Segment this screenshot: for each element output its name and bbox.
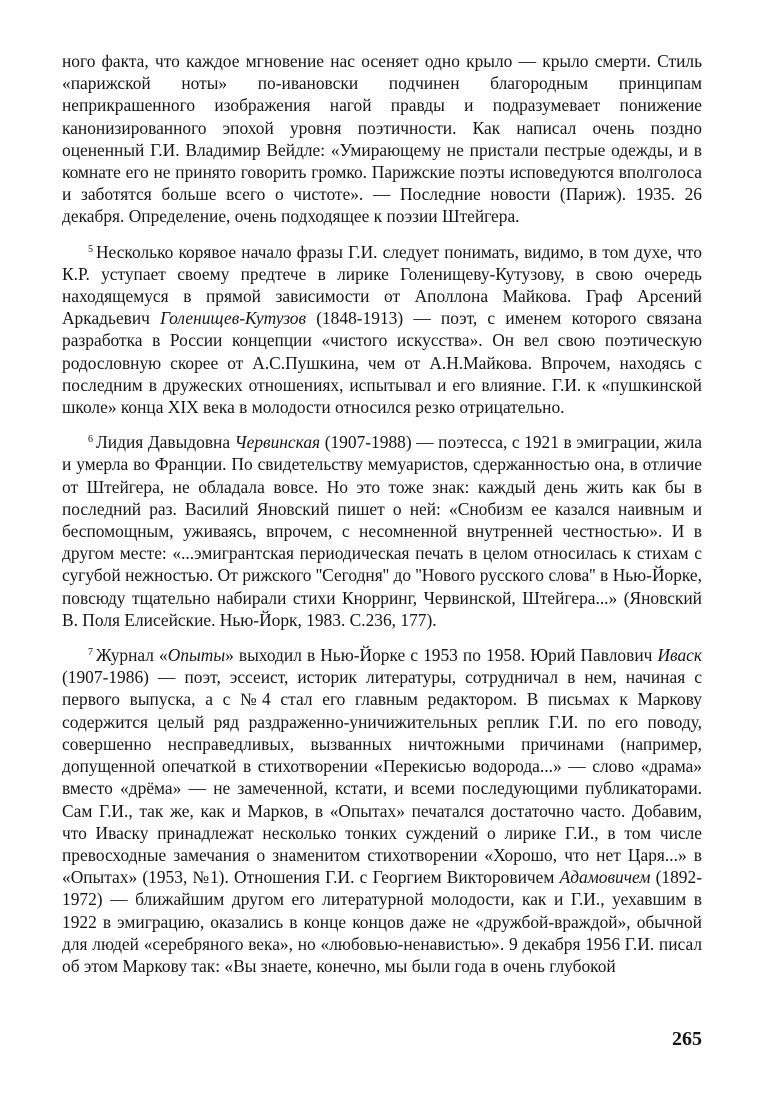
page-text xyxy=(62,50,702,977)
footnote-6: $^6$ Лидия Давыдовна Червинская (1907-1988) — поэтесса, с 1921 в эмиграции, жила и умерла во Франции. По свидетельству мемуаристов, сдержанностью она, в отличие от Штейгера, не обладала вовсе. Но это тоже знак: каждый день жить как бы в последний раз. Василий Яновский пишет о ней: «Снобизм ее казался наивным и беспомощным, уживаясь, впрочем, с несомненной внутренней честностью». И в другом месте: «...эмигрантская периодическая печать в целом относилась к стихам с сугубой нежностью. От рижского ''Сегодня'' до ''Нового русского слова'' в Нью-Йорке, повсюду тщательно набирали стихи Кнорринг, Червинской, Штейгера...» (Яновский В. Поля Елисейские. Нью-Йорк, 1983. С.236, 177). xyxy=(62,432,702,630)
page-number: 265 xyxy=(672,1028,702,1050)
paragraph-continuation: ного факта, что каждое мгновение нас осеняет одно крыло — крыло смерти. Стиль «парижской ноты» по-ивановски подчинен благородным принципам неприкрашенного изображения нагой правды и подразумевает понижение канонизированного эпохой уровня поэтичности. Как написал очень поздно оцененный Г.И. Владимир Вейдле: «Умирающему не пристали пестрые одежды, и в комнате его не принято говорить громко. Парижские поэты исповедуются вполголоса и заботятся больше всего о чистоте». — Последние новости (Париж). 1935. 26 декабря. Определение, очень подходящее к поэзии Штейгера. xyxy=(62,51,702,227)
footnote-marker: 6 xyxy=(88,434,93,446)
footnote-5: $^5$ Несколько корявое начало фразы Г.И. следует понимать, видимо, в том духе, что К.Р. уступает своему предтече в лирике Голенищеву-Кутузову, в свою очередь находящемуся в прямой зависимости от Аполлона Майкова. Граф Арсений Аркадьевич Голенищев-Кутузов (1848-1913) — поэт, с именем которого связана разработка в России концепции «чистого искусства». Он вел свою поэтическую родословную скорее от А.С.Пушкина, чем от А.Н.Майкова. Впрочем, находясь с последним в дружеских отношениях, испытывал и его влияние. Г.И. к «пушкинской школе» конца XIX века в молодости относился резко отрицательно. xyxy=(62,241,702,418)
footnote-7: $^7$ Журнал «Опыты» выходил в Нью-Йорке с 1953 по 1958. Юрий Павлович Иваск (1907-1986) — поэт, эссеист, историк литературы, сотрудничал в нем, начиная с первого выпуска, а с №4 стал его главным редактором. В письмах к Маркову содержится целый ряд раздраженно-уничижительных реплик Г.И. по его поводу, совершенно несправедливых, вызванных ничтожными причинами (например, допущенной опечаткой в стихотворении «Перекисью водорода...» — слово «драма» вместо «дрёма» — не замеченной, кстати, и всеми последующими публикаторами. Сам Г.И., так же, как и Марков, в «Опытах» печатался достаточно часто. Добавим, что Иваску принадлежат несколько тонких суждений о лирике Г.И., в том числе превосходные замечания о знаменитом стихотворении «Хорошо, что нет Царя...» в «Опытах» (1953, №1). Отношения Г.И. с Георгием Викторовичем Адамовичем (1892-1972) — ближайшим другом его литературной молодости, как и Г.И., уехавшим в 1922 в эмиграцию, оказались в конце концов даже не «дружбой-враждой», обычной для людей «серебряного века», но «любовью-ненавистью». 9 декабря 1956 Г.И. писал об этом Маркову так: «Вы знаете, конечно, мы были года в очень глубокой xyxy=(62,645,702,976)
footnote-marker: 5 xyxy=(88,243,93,255)
footnote-marker: 7 xyxy=(88,647,93,659)
